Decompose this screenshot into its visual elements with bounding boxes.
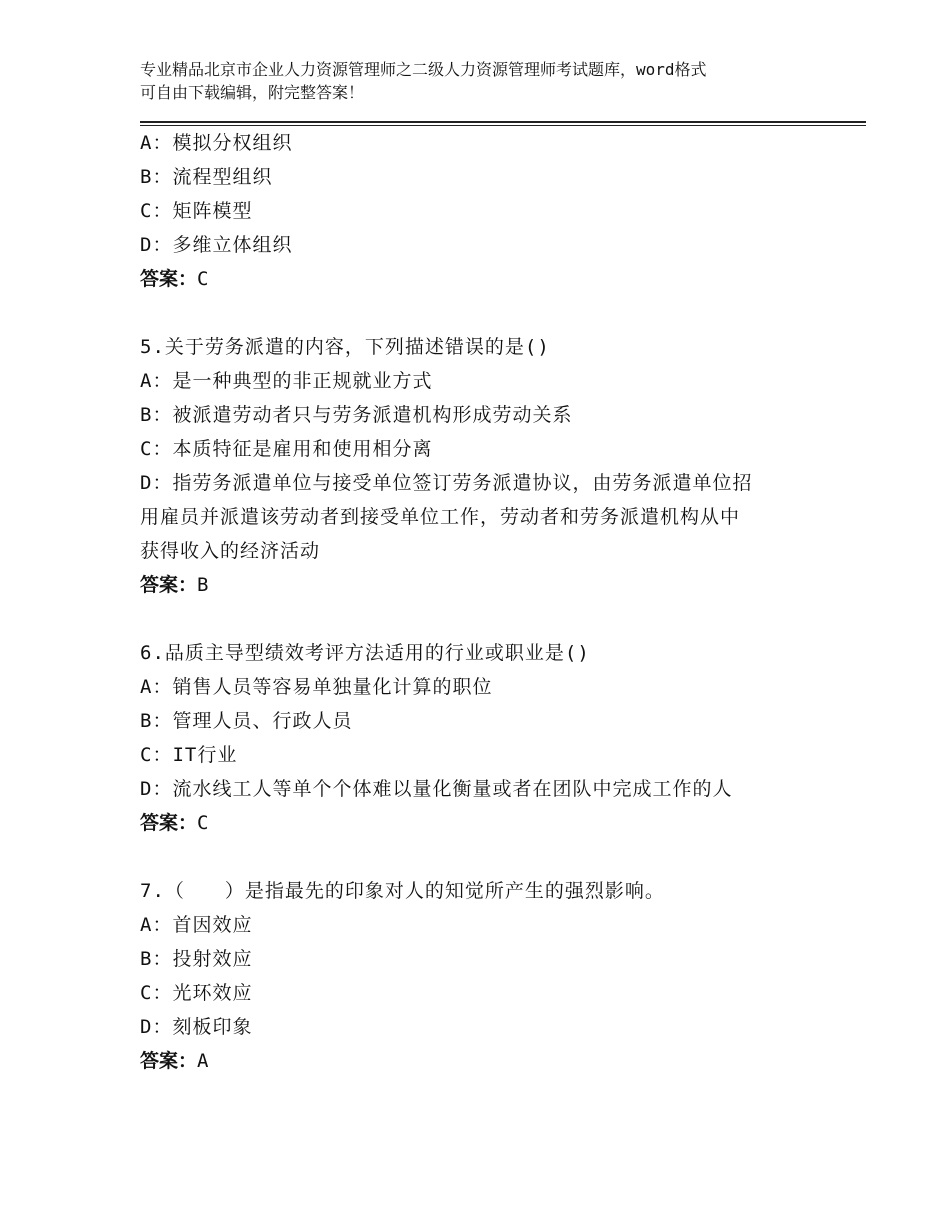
answer-value: C (197, 812, 209, 834)
question-stem: 6.品质主导型绩效考评方法适用的行业或职业是() (140, 642, 590, 664)
question-list (140, 126, 840, 1078)
question-5 (140, 330, 840, 602)
option-d: D：刻板印象 (140, 1016, 253, 1038)
header-line-2: 可自由下载编辑，附完整答案！ (140, 83, 365, 102)
answer-value: A (197, 1050, 209, 1072)
answer-label: 答案： (140, 812, 198, 834)
answer (140, 806, 840, 840)
option-b: B：投射效应 (140, 948, 253, 970)
option-a: A：是一种典型的非正规就业方式 (140, 370, 433, 392)
option-d: D：指劳务派遣单位与接受单位签订劳务派遣协议，由劳务派遣单位招 (140, 472, 753, 494)
question-stem: 7.（ ）是指最先的印象对人的知觉所产生的强烈影响。 (140, 880, 665, 902)
option-c: C：光环效应 (140, 982, 253, 1004)
option-b: B：管理人员、行政人员 (140, 710, 353, 732)
header-line-1: 专业精品北京市企业人力资源管理师之二级人力资源管理师考试题库，word格式 (140, 60, 707, 79)
spacer (140, 296, 840, 330)
answer-label: 答案： (140, 268, 198, 290)
header-rule-thick (140, 121, 866, 123)
question-4 (140, 126, 840, 296)
answer-value: B (197, 574, 209, 596)
option-b: B：流程型组织 (140, 166, 273, 188)
option-c: C：IT行业 (140, 744, 238, 766)
option-a: A：模拟分权组织 (140, 132, 293, 154)
option-d-continued: 用雇员并派遣该劳动者到接受单位工作，劳动者和劳务派遣机构从中 (140, 506, 741, 528)
question-7 (140, 874, 840, 1078)
option-d: D：多维立体组织 (140, 234, 293, 256)
option-b: B：被派遣劳动者只与劳务派遣机构形成劳动关系 (140, 404, 573, 426)
option-a: A：销售人员等容易单独量化计算的职位 (140, 676, 493, 698)
answer (140, 1044, 840, 1078)
option-d: D：流水线工人等单个个体难以量化衡量或者在团队中完成工作的人 (140, 778, 733, 800)
document-header (140, 58, 840, 104)
answer-label: 答案： (140, 574, 198, 596)
option-c: C：本质特征是雇用和使用相分离 (140, 438, 433, 460)
spacer (140, 840, 840, 874)
answer-value: C (197, 268, 209, 290)
question-6 (140, 636, 840, 840)
spacer (140, 602, 840, 636)
option-d-continued: 获得收入的经济活动 (140, 540, 321, 562)
question-stem: 5.关于劳务派遣的内容，下列描述错误的是() (140, 336, 550, 358)
option-c: C：矩阵模型 (140, 200, 253, 222)
answer-label: 答案： (140, 1050, 198, 1072)
option-a: A：首因效应 (140, 914, 253, 936)
answer (140, 262, 840, 296)
answer (140, 568, 840, 602)
